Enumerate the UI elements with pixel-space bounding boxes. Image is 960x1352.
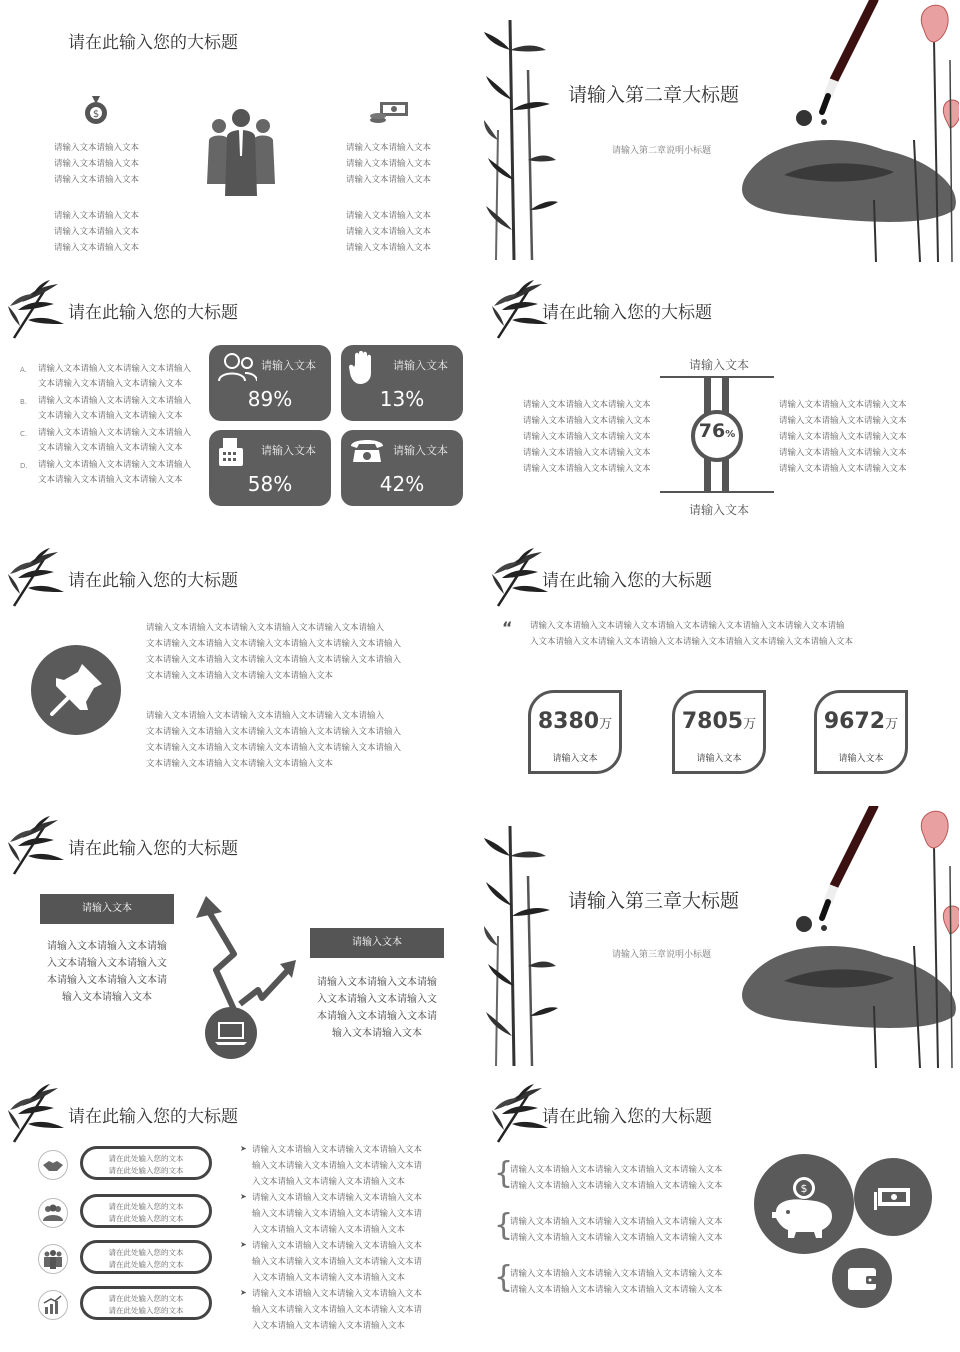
bottom-label: 请输入文本 xyxy=(688,503,749,517)
stat-value: 13% xyxy=(379,387,425,411)
handshake-icon xyxy=(38,1150,68,1180)
stat-label: 请输入文本 xyxy=(261,444,316,457)
slide-6 xyxy=(484,538,959,800)
brace-icon: { xyxy=(494,1156,514,1191)
stat-card xyxy=(341,345,463,421)
money-bag-icon xyxy=(84,94,108,128)
stat-label: 请输入文本 xyxy=(261,359,316,372)
left-header-bar: 请输入文本 xyxy=(40,894,174,924)
slide-7 xyxy=(0,806,475,1068)
bamboo-leaf-icon xyxy=(6,816,68,876)
slide-title: 请在此输入您的大标题 xyxy=(68,839,238,859)
labeled-pill: 请在此处输入您的文本 请在此处输入您的文本 xyxy=(80,1194,212,1228)
slide-8-chapter-title xyxy=(484,806,959,1068)
brace-icon: { xyxy=(494,1208,514,1243)
left-text: 请输入文本请输入文本请输 入文本请输入文本请输入文 本请输入文本请输入文本请 输入文本请输入文本 xyxy=(47,941,167,1003)
quote-mark-icon: “ xyxy=(502,618,513,637)
labeled-pill: 请在此处输入您的文本 请在此处输入您的文本 xyxy=(80,1146,212,1180)
slide-5 xyxy=(0,538,475,800)
svg-text:$: $ xyxy=(800,1182,808,1195)
labeled-pill: 请在此处输入您的文本 请在此处输入您的文本 xyxy=(80,1286,212,1320)
stat-value: 58% xyxy=(247,472,293,496)
text-block-left-bottom: 请输入文本请输入文本 请输入文本请输入文本 请输入文本请输入文本 xyxy=(54,211,140,253)
chapter-subtitle: 请输入第三章说明小标题 xyxy=(612,950,712,960)
brace-icon: { xyxy=(494,1260,514,1295)
left-text-column: 请输入文本请输入文本请输入文本 请输入文本请输入文本请输入文本 请输入文本请输入文本请输入文本 请输入文本请输入文本请输入文本 请输入文本请输入文本请输入文本 xyxy=(523,400,651,474)
fax-machine-icon xyxy=(217,436,245,468)
text-block-left-top: 请输入文本请输入文本 请输入文本请输入文本 请输入文本请输入文本 xyxy=(54,143,140,185)
slide-4 xyxy=(484,270,959,532)
group-icon xyxy=(38,1198,68,1228)
arrow-bullet-icon: ➤ xyxy=(240,1240,247,1249)
stat-card xyxy=(341,430,463,506)
paragraph-2: 请输入文本请输入文本请输入文本请输入文本请输入文本请输入 文本请输入文本请输入文本请输入文本请输入文本请输入文本请输入 文本请输入文本请输入文本请输入文本请输入文本请输入文本请输入 文本请输入文本请输入文本请输入文本请输入文本 xyxy=(146,711,402,769)
svg-text:$: $ xyxy=(92,109,100,120)
laptop-icon xyxy=(204,1006,258,1064)
right-text-column: 请输入文本请输入文本请输入文本 请输入文本请输入文本请输入文本 请输入文本请输入文本请输入文本 请输入文本请输入文本请输入文本 请输入文本请输入文本请输入文本 xyxy=(779,400,907,474)
wallet-icon xyxy=(832,1248,892,1312)
stat-box: 8380万 请输入文本 xyxy=(528,690,622,774)
ink-brush-lotus-illustration xyxy=(724,0,959,262)
chapter-subtitle: 请输入第二章说明小标题 xyxy=(612,146,712,156)
bar-chart-growth-icon xyxy=(38,1290,68,1320)
slide-title: 请在此输入您的大标题 xyxy=(542,303,712,323)
bamboo-leaf-icon xyxy=(6,280,68,340)
bamboo-leaf-icon xyxy=(6,1084,68,1144)
slide-9: 请在此输入您的大标题 请在此处输入您的文本 请在此处输入您的文本 请在此处输入您的文本 请在此处输入您的文本 请在此处输入您的文本 请在此处输入您的文本 请在此处输入您的文本 请在此处输入您的文本 ➤ 请输入文本请输入文本请输入文本请输入文本 输入文本请输入文本请输入文本请输入文本请 入文本请输入文本请输入文本请输入文本 ➤ 请输入文本请输入文本请输入文本请输入文本 输入文本请输入文本请输入文本请输入文本请 入文本请输入文本请输入文本请输入文本 ➤ 请输入文本请输入文本请输入文本请输入文本 输入文本请输入文本请输入文本请输入文本请 入文本请输入文本请输入文本请输入文本 ➤ 请输入文本请输入文本请输入文本请输入文本 输入文本请输入文本请输入文本请输入文本请 入文本请输入文本请输入文本请输入文本 xyxy=(0,1074,475,1344)
center-percentage: 76% xyxy=(698,420,736,442)
stat-card xyxy=(209,345,331,421)
bamboo-illustration xyxy=(484,816,564,1068)
users-icon xyxy=(217,351,257,383)
ink-brush-lotus-illustration xyxy=(724,806,959,1068)
slide-3: 请在此输入您的大标题 A. 请输入文本请输入文本请输入文本请输入 文本请输入文本请输入文本请输入文本 B. 请输入文本请输入文本请输入文本请输入 文本请输入文本请输入文本请输入文本 C. 请输入文本请输入文本请输入文本请输入 文本请输入文本请输入文本请输入文本 D. 请输入文本请输入文本请输入文本请输入 文本请输入文本请输入文本请输入文本 请输入文本 89% 请输入文本 13% 请输入文本 58% 请输入文本 42% xyxy=(0,270,475,532)
right-text: 请输入文本请输入文本请输 入文本请输入文本请输入文 本请输入文本请输入文本请 输入文本请输入文本 xyxy=(317,977,437,1039)
slide-title: 请在此输入您的大标题 xyxy=(68,571,238,591)
bamboo-leaf-icon xyxy=(6,548,68,608)
slide-1 xyxy=(0,0,475,262)
pushpin-icon xyxy=(30,644,122,740)
stat-value: 42% xyxy=(379,472,425,496)
piggy-bank-icon xyxy=(754,1154,854,1258)
chapter-title: 请输入第二章大标题 xyxy=(568,84,740,106)
stat-value: 89% xyxy=(247,387,293,411)
chapter-title: 请输入第三章大标题 xyxy=(568,890,740,912)
team-people-icon xyxy=(205,106,277,200)
labeled-pill: 请在此处输入您的文本 请在此处输入您的文本 xyxy=(80,1240,212,1274)
stat-label: 请输入文本 xyxy=(393,359,448,372)
stat-box: 9672万 请输入文本 xyxy=(814,690,908,774)
slide-2-chapter-title xyxy=(484,0,959,262)
team-icon xyxy=(38,1244,68,1274)
slide-10: 请在此输入您的大标题 { 请输入文本请输入文本请输入文本请输入文本请输入文本 请输入文本请输入文本请输入文本请输入文本请输入文本 { 请输入文本请输入文本请输入文本请输入文本请输入文本 请输入文本请输入文本请输入文本请输入文本请输入文本 { 请输入文本请输入文本请输入文本请输入文本请输入文本 请输入文本请输入文本请输入文本请输入文本请输入文本 $ xyxy=(484,1074,959,1344)
text-block-right-top: 请输入文本请输入文本 请输入文本请输入文本 请输入文本请输入文本 xyxy=(346,143,432,185)
stat-card xyxy=(209,430,331,506)
slide-title: 请在此输入您的大标题 xyxy=(68,303,238,323)
slide-title: 请在此输入您的大标题 xyxy=(68,1107,238,1127)
slide-title: 请在此输入您的大标题 xyxy=(68,33,238,53)
arrow-bullet-icon: ➤ xyxy=(240,1144,247,1153)
stat-box: 7805万 请输入文本 xyxy=(672,690,766,774)
telephone-icon xyxy=(349,436,385,464)
arrow-bullet-icon: ➤ xyxy=(240,1192,247,1201)
quote-text: 请输入文本请输入文本请输入文本请输入文本请输入文本请输入文本请输入文本请输 入文本请输入文本请输入文本请输入文本请输入文本请输入文本请输入文本请输入文本 xyxy=(530,621,854,647)
text-block-right-bottom: 请输入文本请输入文本 请输入文本请输入文本 请输入文本请输入文本 xyxy=(346,211,432,253)
cash-coins-icon xyxy=(370,100,410,128)
stat-label: 请输入文本 xyxy=(393,444,448,457)
right-header-bar: 请输入文本 xyxy=(310,928,444,958)
bamboo-illustration xyxy=(484,10,564,262)
arrow-bullet-icon: ➤ xyxy=(240,1288,247,1297)
top-label: 请输入文本 xyxy=(688,358,749,372)
cash-icon xyxy=(854,1158,932,1240)
slide-title: 请在此输入您的大标题 xyxy=(542,1107,712,1127)
slide-title: 请在此输入您的大标题 xyxy=(542,571,712,591)
paragraph-1: 请输入文本请输入文本请输入文本请输入文本请输入文本请输入 文本请输入文本请输入文本请输入文本请输入文本请输入文本请输入 文本请输入文本请输入文本请输入文本请输入文本请输入文本请输入 文本请输入文本请输入文本请输入文本请输入文本 xyxy=(146,623,402,681)
hand-icon xyxy=(349,351,379,385)
